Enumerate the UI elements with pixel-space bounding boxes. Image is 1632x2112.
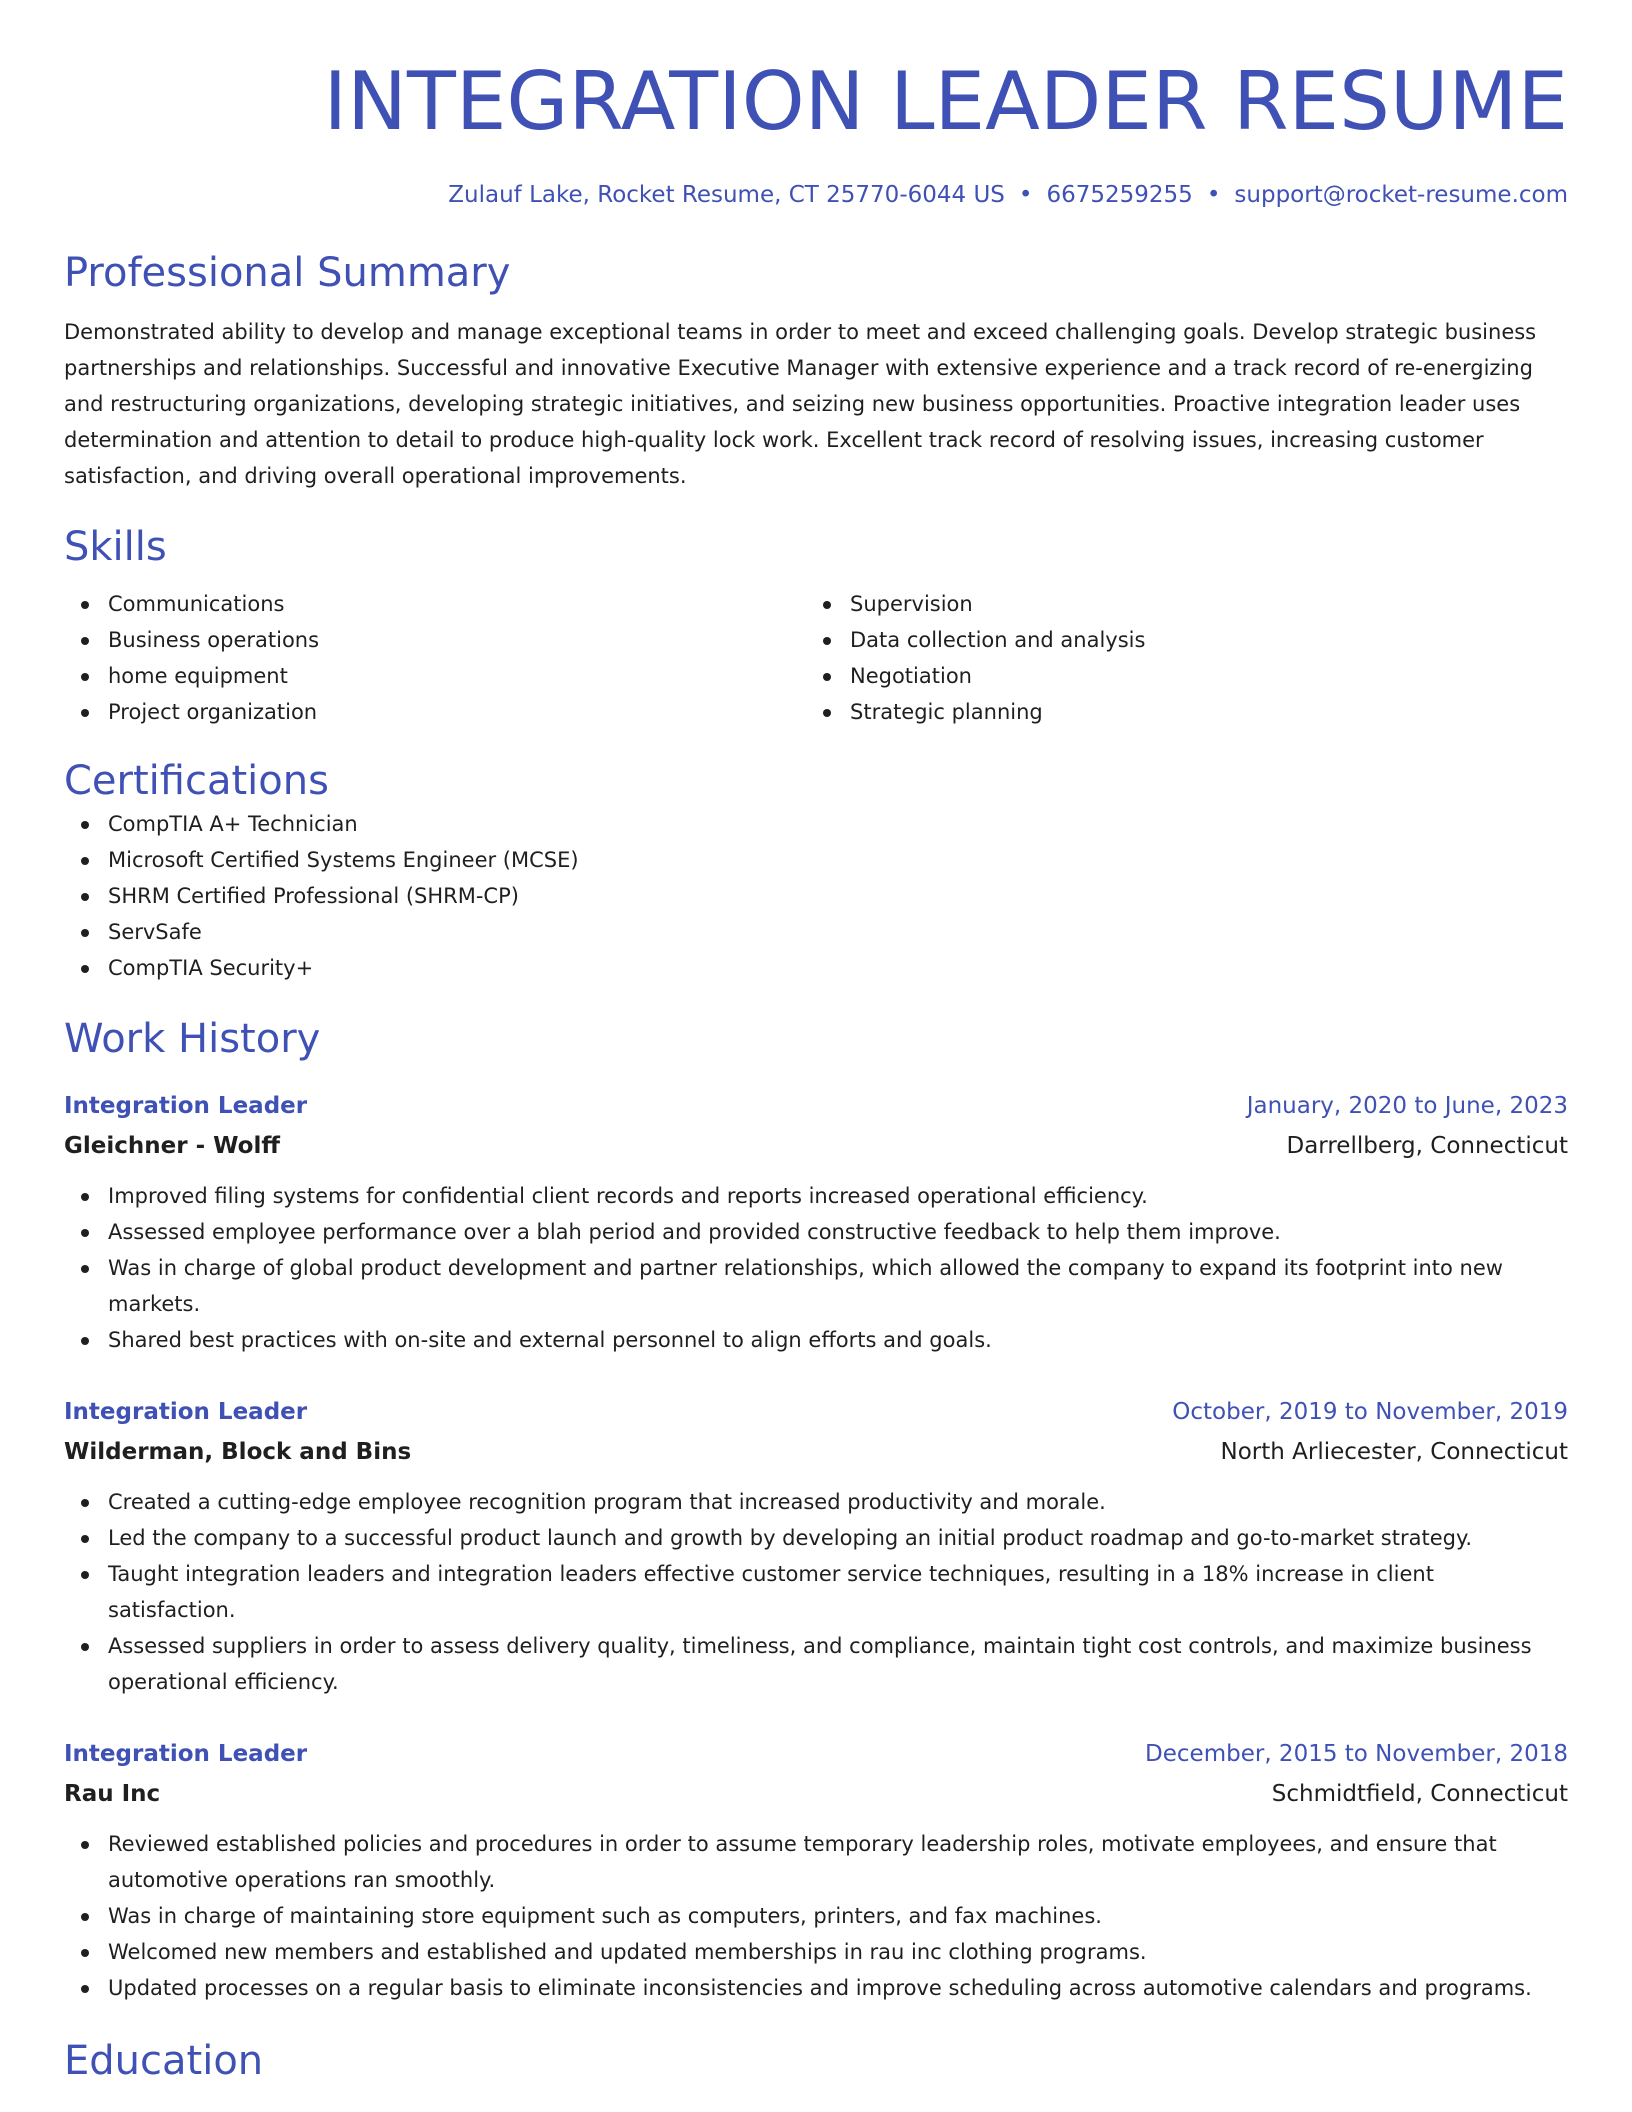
contact-separator: • [1206, 182, 1221, 208]
skills-column-right [806, 586, 1548, 730]
job-header-row [64, 1734, 1568, 1774]
section-heading-skills: Skills [64, 524, 167, 570]
skill-item: Communications [64, 586, 806, 622]
certification-item: CompTIA A+ Technician [64, 806, 1568, 842]
job-entry [64, 1392, 1568, 1700]
job-location: Darrellberg, Connecticut [1286, 1133, 1568, 1159]
job-bullet: Welcomed new members and established and updated memberships in rau inc clothing programs. [64, 1934, 1568, 1970]
job-company-row [64, 1126, 1568, 1166]
contact-separator: • [1018, 182, 1033, 208]
job-header-row [64, 1086, 1568, 1126]
certification-item: Microsoft Certified Systems Engineer (MCSE) [64, 842, 1568, 878]
section-heading-certifications: Certifications [64, 758, 329, 804]
job-bullets [64, 1826, 1568, 2006]
summary-text: Demonstrated ability to develop and manage exceptional teams in order to meet and exceed challenging goals. Develop strategic business partnerships and relationships. Successful and innovative Executive Manager with extensive experience and a track record of re-energizing and restructuring organizations, developing strategic initiatives, and seizing new business opportunities. Proactive integration leader uses determination and attention to detail to produce high-quality lock work. Excellent track record of resolving issues, increasing customer satisfaction, and driving overall operational improvements. [64, 320, 1537, 488]
skill-item: home equipment [64, 658, 806, 694]
job-bullet: Was in charge of global product development and partner relationships, which allowed the company to expand its footprint into new markets. [64, 1250, 1568, 1322]
job-dates: October, 2019 to November, 2019 [1172, 1399, 1568, 1425]
job-bullet: Shared best practices with on-site and external personnel to align efforts and goals. [64, 1322, 1568, 1358]
job-company: Rau Inc [64, 1781, 161, 1807]
resume-title: INTEGRATION LEADER RESUME [323, 55, 1568, 148]
certification-item: ServSafe [64, 914, 1568, 950]
section-heading-summary: Professional Summary [64, 250, 511, 296]
job-company: Wilderman, Block and Bins [64, 1439, 412, 1465]
job-role: Integration Leader [64, 1741, 308, 1767]
job-header-row [64, 1392, 1568, 1432]
skills-list-right [806, 586, 1548, 730]
contact-phone: 6675259255 [1046, 182, 1193, 208]
job-bullet: Improved filing systems for confidential client records and reports increased operational efficiency. [64, 1178, 1568, 1214]
contact-line [64, 180, 1568, 210]
job-bullet: Led the company to a successful product launch and growth by developing an initial product roadmap and go-to-market strategy. [64, 1520, 1568, 1556]
job-dates: December, 2015 to November, 2018 [1145, 1741, 1568, 1767]
job-bullets [64, 1178, 1568, 1358]
skill-item: Business operations [64, 622, 806, 658]
job-bullet: Assessed employee performance over a blah period and provided constructive feedback to help them improve. [64, 1214, 1568, 1250]
certification-item: CompTIA Security+ [64, 950, 1568, 986]
job-company-row [64, 1432, 1568, 1472]
job-company-row [64, 1774, 1568, 1814]
skill-item: Strategic planning [806, 694, 1548, 730]
section-heading-work-history: Work History [64, 1016, 321, 1062]
skill-item: Project organization [64, 694, 806, 730]
job-bullet: Created a cutting-edge employee recognition program that increased productivity and morale. [64, 1484, 1568, 1520]
job-entry [64, 1734, 1568, 2006]
job-entry [64, 1086, 1568, 1358]
job-bullet: Updated processes on a regular basis to eliminate inconsistencies and improve scheduling across automotive calendars and programs. [64, 1970, 1568, 2006]
job-bullet: Assessed suppliers in order to assess delivery quality, timeliness, and compliance, maintain tight cost controls, and maximize business operational efficiency. [64, 1628, 1568, 1700]
job-location: North Arliecester, Connecticut [1220, 1439, 1568, 1465]
skill-item: Supervision [806, 586, 1548, 622]
job-role: Integration Leader [64, 1093, 308, 1119]
job-location: Schmidtfield, Connecticut [1271, 1781, 1568, 1807]
job-dates: January, 2020 to June, 2023 [1246, 1093, 1568, 1119]
skills-columns [64, 586, 1568, 730]
skill-item: Data collection and analysis [806, 622, 1548, 658]
job-bullets [64, 1484, 1568, 1700]
job-bullet: Reviewed established policies and procedures in order to assume temporary leadership roles, motivate employees, and ensure that automotive operations ran smoothly. [64, 1826, 1568, 1898]
contact-email: support@rocket-resume.com [1234, 182, 1568, 208]
job-role: Integration Leader [64, 1399, 308, 1425]
contact-address: Zulauf Lake, Rocket Resume, CT 25770-6044 US [448, 182, 1005, 208]
skills-list-left [64, 586, 806, 730]
resume-header [64, 0, 1568, 210]
section-heading-education: Education [64, 2038, 264, 2084]
job-bullet: Was in charge of maintaining store equipment such as computers, printers, and fax machines. [64, 1898, 1568, 1934]
job-bullet: Taught integration leaders and integration leaders effective customer service techniques, resulting in a 18% increase in client satisfaction. [64, 1556, 1568, 1628]
skill-item: Negotiation [806, 658, 1548, 694]
resume-page [64, 0, 1568, 2086]
certifications-list [64, 806, 1568, 986]
certification-item: SHRM Certified Professional (SHRM-CP) [64, 878, 1568, 914]
job-company: Gleichner - Wolff [64, 1133, 280, 1159]
skills-column-left [64, 586, 806, 730]
